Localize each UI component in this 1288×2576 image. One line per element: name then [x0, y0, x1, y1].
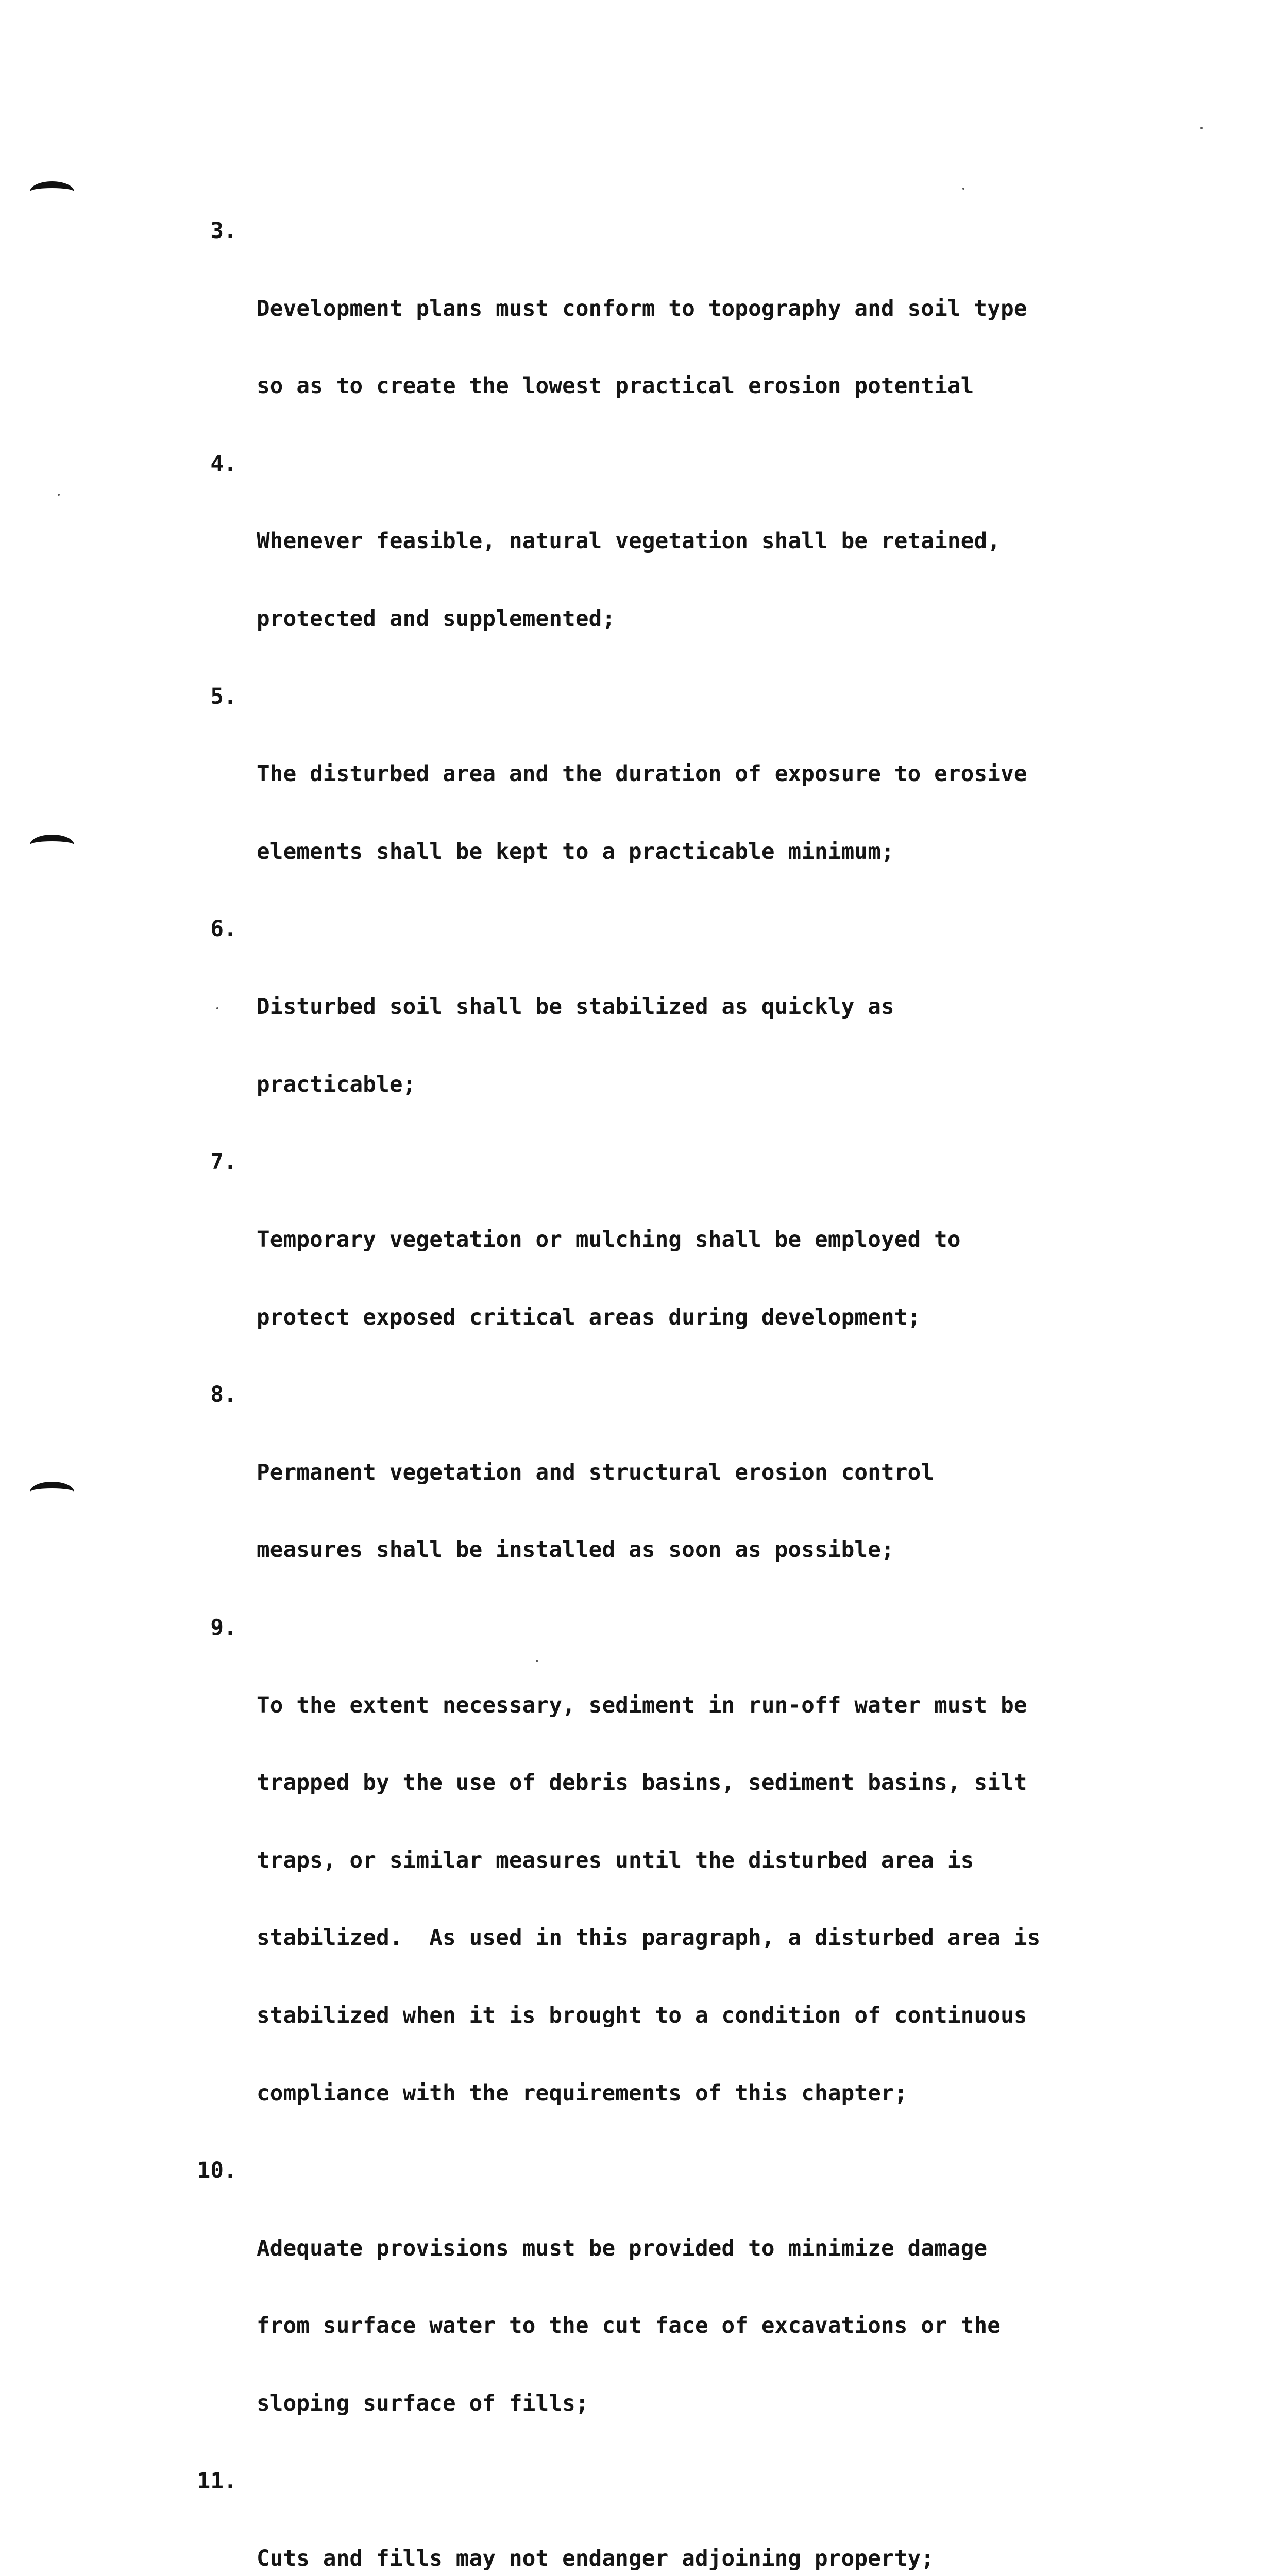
item-text-line: Adequate provisions must be provided to minimize damage: [257, 2235, 988, 2261]
item-text-line: The disturbed area and the duration of exposure to erosive: [257, 761, 1027, 787]
item-number: 5.: [210, 684, 237, 709]
item-text-line: measures shall be installed as soon as possible;: [257, 1537, 894, 1563]
item-number: 6.: [210, 917, 237, 942]
item-text-line: stabilized. As used in this paragraph, a disturbed area is: [257, 1925, 1041, 1951]
item-text-line: protected and supplemented;: [257, 606, 616, 632]
item-text-line: Development plans must conform to topography and soil type: [257, 296, 1027, 321]
item-text-line: Disturbed soil shall be stabilized as quickly as: [257, 994, 894, 1020]
scan-speck: [962, 188, 964, 190]
list-item-8: [196, 1382, 1164, 1615]
ordinance-requirements-list: [196, 218, 1164, 2576]
list-item-3: [196, 218, 1164, 451]
item-number: 7.: [210, 1149, 237, 1175]
item-text-line: Permanent vegetation and structural erosion control: [257, 1460, 935, 1485]
punch-hole-bottom: [30, 1482, 74, 1502]
list-item-6: [196, 917, 1164, 1149]
item-text-line: compliance with the requirements of this chapter;: [257, 2080, 908, 2106]
item-text-line: practicable;: [257, 1072, 416, 1097]
list-item-9: [196, 1615, 1164, 2158]
item-text-line: protect exposed critical areas during development;: [257, 1304, 921, 1330]
item-number: 11.: [197, 2468, 237, 2494]
item-number: 4.: [210, 451, 237, 477]
punch-hole-top: [30, 181, 74, 202]
item-number: 10.: [197, 2158, 237, 2184]
item-text-line: To the extent necessary, sediment in run-off water must be: [257, 1692, 1027, 1718]
item-number: 3.: [210, 218, 237, 244]
list-item-7: [196, 1149, 1164, 1382]
item-text-line: trapped by the use of debris basins, sediment basins, silt: [257, 1770, 1027, 1796]
item-text-line: Cuts and fills may not endanger adjoining property;: [257, 2546, 935, 2572]
item-text-line: so as to create the lowest practical erosion potential: [257, 374, 974, 399]
scan-speck: [58, 494, 60, 496]
punch-hole-middle: [30, 835, 74, 855]
item-text-line: sloping surface of fills;: [257, 2391, 589, 2417]
list-item-10: [196, 2158, 1164, 2468]
list-item-5: [196, 684, 1164, 917]
item-text-line: stabilized when it is brought to a condition of continuous: [257, 2003, 1027, 2029]
item-number: 9.: [210, 1615, 237, 1640]
item-text-line: Temporary vegetation or mulching shall be employed to: [257, 1227, 961, 1252]
list-item-4: [196, 451, 1164, 684]
item-text-line: elements shall be kept to a practicable minimum;: [257, 839, 894, 865]
item-text-line: Whenever feasible, natural vegetation shall be retained,: [257, 529, 1001, 554]
item-text-line: from surface water to the cut face of excavations or the: [257, 2313, 1001, 2339]
item-text-line: traps, or similar measures until the disturbed area is: [257, 1848, 974, 1873]
item-number: 8.: [210, 1382, 237, 1408]
list-item-11: [196, 2469, 1164, 2576]
scan-speck: [1200, 127, 1203, 129]
